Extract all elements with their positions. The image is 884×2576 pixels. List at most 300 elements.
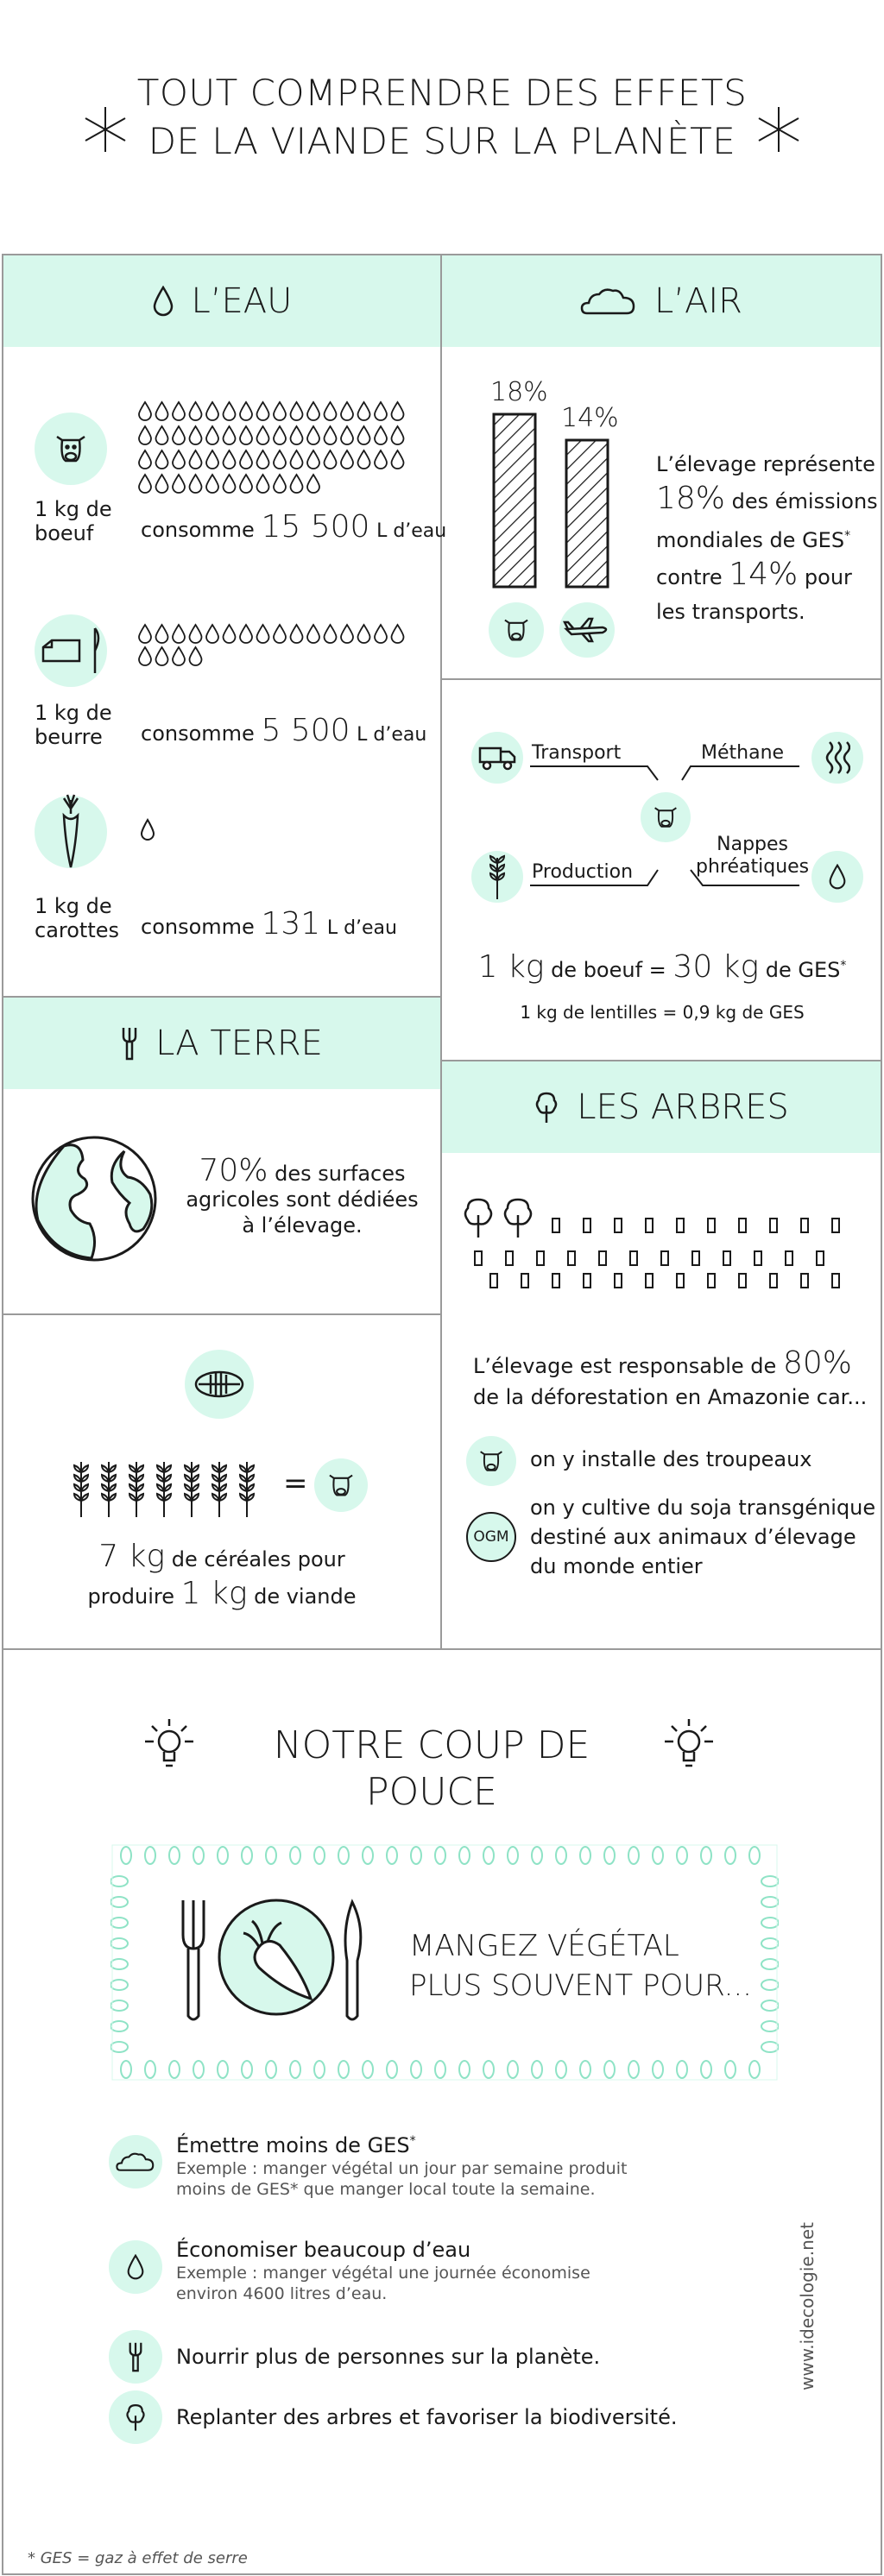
drop-icon [224,426,236,444]
leaf-icon [580,2061,590,2078]
drop-icon [173,625,185,643]
drop-icon [291,475,303,493]
leaf-icon [387,1847,397,1864]
grain-icon [193,1370,245,1399]
benefit-2-title: Économiser beaucoup d’eau [176,2238,471,2262]
eau-item-2-number: 5 500 [261,713,350,748]
label-nappes [696,834,809,879]
drop-icon [139,625,151,643]
leaf-icon [218,2061,228,2078]
leaf-icon [556,2061,566,2078]
drop-icon [139,402,151,420]
leaf-icon [701,1847,711,1864]
benefit-1-title-sup: * [409,2134,416,2148]
drop-icon [325,426,337,444]
drop-icon [126,2254,145,2280]
drop-icon [139,647,151,665]
eau-item-3-label-line2: carottes [35,918,120,942]
cereales-line2-pre: produire [87,1584,174,1609]
terre-pct: 70% [199,1153,268,1188]
terre-text-line1-rest: des surfaces [275,1162,406,1186]
leaf-icon [628,2061,639,2078]
drop-icon [341,426,353,444]
tree-icon [534,1090,559,1124]
cereales-text [3,1540,440,1614]
bar-1-label: 18% [490,377,548,407]
drops-grid-beurre [138,621,414,673]
stump-icon [708,1219,715,1232]
leaf-icon [110,1876,128,1886]
leaf-icon [110,2000,128,2011]
tree-circle-pouce [109,2390,162,2444]
drop-icon [173,475,185,493]
globe-icon [29,1134,159,1263]
drop-icon [375,625,387,643]
plane-icon [563,617,611,643]
plane-circle [559,602,615,658]
leaf-icon [110,1938,128,1949]
wheat-circle [471,851,523,903]
drop-icon [156,426,168,444]
arbres-bullet-2-line1: on y cultive du soja transgénique [530,1496,876,1520]
eau-item-3-number: 131 [261,906,321,942]
leaf-icon [749,1847,760,1864]
air-text-line4 [656,557,878,595]
air-text-line2-rest: des émissions [731,489,878,513]
drop-icon [291,450,303,469]
cow-circle [35,413,107,485]
drop-icon [224,402,236,420]
drop-icon [274,402,286,420]
drop-icon [156,625,168,643]
leaf-icon [749,2061,760,2078]
drop-icon [257,625,269,643]
terre-text-line1 [173,1153,432,1188]
arbres-header-label: LES ARBRES [577,1087,789,1127]
ges-equation [442,949,882,985]
drop-icon [291,402,303,420]
cereales-line1 [3,1540,440,1577]
ges-lentilles: 1 kg de lentilles = 0,9 kg de GES [520,1002,805,1023]
leaf-icon [761,1918,779,1928]
bar-elevage [494,414,535,587]
cow-circle-air [489,602,544,658]
leaf-icon [145,2061,155,2078]
drop-icon [257,450,269,469]
stump-icon [475,1251,482,1265]
fork-icon [128,2341,143,2372]
wheat-icon [240,1462,254,1517]
drop-icon [224,625,236,643]
leaf-icon [761,1959,779,1969]
cloud-circle [109,2135,162,2189]
terre-header-label: LA TERRE [155,1023,323,1063]
arbres-pct: 80% [782,1345,852,1381]
drop-icon [291,625,303,643]
eau-item-2-text [141,713,427,748]
air-header-label: L’AIR [654,281,742,321]
stump-icon [739,1274,746,1288]
drop-icon [206,450,218,469]
stump-icon [692,1251,699,1265]
eau-item-3-label-line1: 1 kg de [35,894,112,918]
leaf-icon [761,1938,779,1949]
drop-icon [152,286,174,317]
leaf-icon [193,2061,204,2078]
cereales-num2: 1 kg [180,1576,248,1611]
leaf-icon [459,2061,470,2078]
eau-item-2-label [35,701,112,749]
drop-icon [392,450,404,469]
drop-icon [156,402,168,420]
drop-icon [190,475,202,493]
cereales-line2-rest: de viande [254,1584,357,1609]
ogm-badge-label: OGM [473,1528,509,1546]
drop-icon [358,450,370,469]
drop-icon [206,402,218,420]
stump-icon [646,1274,653,1288]
leaf-icon [218,1847,228,1864]
drop-icon [358,402,370,420]
stump-icon [770,1274,777,1288]
arbres-bullet-2 [530,1493,875,1581]
stump-icon [490,1274,497,1288]
leaf-icon [761,1897,779,1907]
benefit-1 [176,2128,627,2200]
lightbulb-right-icon [660,1717,718,1773]
benefit-2-example-2: environ 4600 litres d’eau. [176,2284,388,2303]
leaf-icon [508,1847,518,1864]
leaf-icon [653,1847,663,1864]
eau-item-1-text [141,509,447,545]
ges-eq-text1: de boeuf = [551,958,666,982]
leaf-icon [532,1847,542,1864]
drop-icon [173,402,185,420]
drop-icon [274,426,286,444]
eau-item-1-label [35,497,112,545]
drop-icon [307,426,319,444]
drop-icon [139,475,151,493]
leaf-icon [761,1876,779,1886]
drops-grid-boeuf [138,399,414,502]
label-methane: Méthane [701,742,785,764]
leaf-icon [110,2021,128,2031]
stump-icon [568,1251,575,1265]
methane-circle [811,732,863,784]
stump-icon [584,1274,590,1288]
drop-icon [224,450,236,469]
drop-icon [274,475,286,493]
stump-icon [661,1251,668,1265]
leaf-icon [653,2061,663,2078]
drop-icon [375,450,387,469]
ges-eq-number: 30 kg [672,949,760,985]
butter-circle [35,614,107,687]
drop-icon [173,426,185,444]
leaf-icon [761,1980,779,1990]
terre-text-line2: agricoles sont dédiées [186,1187,419,1212]
terre-text-line3: à l’élevage. [242,1213,363,1238]
drop-icon [173,647,185,665]
site-url: www.idecologie.net [797,2222,818,2390]
eau-item-1-label-line2: boeuf [35,521,94,545]
wheat-icon [185,1462,199,1517]
drop-icon [156,475,168,493]
drop-icon [240,426,252,444]
stump-icon [630,1251,637,1265]
leaf-icon [290,2061,300,2078]
drop-icon [307,402,319,420]
arbres-text-line1 [473,1345,867,1382]
leaf-icon [169,2061,180,2078]
benefit-1-title [176,2128,627,2158]
drop-icon [392,625,404,643]
leaf-icon [556,1847,566,1864]
stump-icon [801,1219,808,1232]
benefit-2-example-1: Exemple : manger végétal une journée économise [176,2264,590,2283]
drop-icon [341,625,353,643]
drop-icon [156,450,168,469]
leaf-icon [242,1847,252,1864]
leaf-icon [314,1847,325,1864]
leaf-icon [145,1847,155,1864]
drop-icon [358,625,370,643]
leaf-icon [604,1847,615,1864]
stump-icon [615,1219,622,1232]
drop-icon [190,647,202,665]
drop-icon [206,625,218,643]
drop-icon [240,450,252,469]
leaf-icon [266,1847,276,1864]
label-transport: Transport [532,742,622,764]
leaf-icon [387,2061,397,2078]
stump-icon [506,1251,513,1265]
ogm-badge [466,1512,516,1562]
arbres-bullet-2-line3: du monde entier [530,1554,703,1578]
drop-icon [139,450,151,469]
leaf-icon [435,2061,445,2078]
wheat-icon [74,1462,88,1517]
stump-icon [677,1274,684,1288]
wheat-icon [102,1462,116,1517]
ges-eq-sup: * [840,959,847,973]
seed-circle [185,1350,254,1419]
drop-icon [341,450,353,469]
arbres-header [442,1061,881,1153]
fork-circle-pouce [109,2330,162,2384]
stump-icon [646,1219,653,1232]
eau-item-3-post: L d’eau [326,917,397,939]
drop-icon [325,450,337,469]
leaf-icon [314,2061,325,2078]
arbres-bullet-1: on y installe des troupeaux [530,1447,812,1471]
terre-text [173,1153,432,1238]
cow-circle-arbres [466,1436,516,1486]
leaf-icon [701,2061,711,2078]
cow-icon [325,1471,357,1500]
stump-icon [817,1251,824,1265]
drop-icon [325,625,337,643]
leaf-icon [483,2061,494,2078]
drop-icon [240,625,252,643]
arbres-text-line2: de la déforestation en Amazonie car... [473,1385,868,1409]
drop-icon [257,426,269,444]
drop-icon [341,402,353,420]
arbres-bullet-2-line2: destiné aux animaux d’élevage [530,1525,856,1549]
air-text-line3-sup: * [844,529,851,543]
truck-icon [478,745,516,771]
air-text-line5: les transports. [656,600,805,624]
ges-eq-kg1: 1 kg [477,949,545,985]
leaf-icon [338,1847,349,1864]
eau-item-2-label-line1: 1 kg de [35,701,112,725]
divider-main-pouce [2,1648,882,1650]
air-pct-transports: 14% [729,557,799,592]
arbres-text [473,1345,868,1413]
leaf-icon [459,1847,470,1864]
leaf-icon [266,2061,276,2078]
benefit-2 [176,2237,590,2304]
divider-terre-cereales [2,1313,442,1315]
leaf-icon [411,1847,421,1864]
air-pct-elevage: 18% [656,481,726,516]
butter-icon [35,625,107,677]
drop-icon [224,475,236,493]
leaf-icon [725,1847,736,1864]
drop-icon [240,475,252,493]
leaf-icon [604,2061,615,2078]
leaf-icon [110,2042,128,2052]
lightbulb-left-icon [140,1717,199,1773]
tree-icon [465,1200,491,1238]
drop-icon [139,426,151,444]
drop-circle-pouce [109,2240,162,2294]
carrot-circle [35,796,107,868]
bar-transports [566,440,608,587]
leaf-icon [677,2061,687,2078]
drop-icon [206,475,218,493]
drop-icon [190,426,202,444]
stump-icon [832,1219,839,1232]
leaf-icon [580,1847,590,1864]
drop-icon [307,450,319,469]
air-text [656,447,878,629]
carrot-icon [54,793,88,871]
stump-icon [723,1251,730,1265]
cereales-line1-rest: de céréales pour [171,1547,345,1571]
stump-icon [552,1274,559,1288]
mangez-line1: MANGEZ VÉGÉTAL [409,1929,679,1963]
air-text-line4-pre: contre [656,565,723,589]
stump-icon [755,1251,761,1265]
leaf-icon [290,1847,300,1864]
cereales-line2 [3,1577,440,1614]
leaf-icon [677,1847,687,1864]
stump-icon [599,1251,606,1265]
leaf-icon [483,1847,494,1864]
drop-icon [206,426,218,444]
leaf-icon [363,1847,373,1864]
drop-icon [240,402,252,420]
cow-icon [501,615,532,645]
stump-icon [801,1274,808,1288]
drop-icon [274,450,286,469]
stump-icon [786,1251,792,1265]
drop-circle-ges [811,851,863,903]
arbres-text-line1-main: L’élevage est responsable de [473,1354,777,1378]
benefit-4: Replanter des arbres et favoriser la biodiversité. [176,2405,678,2429]
wheat-icon [212,1462,226,1517]
eau-item-1-label-line1: 1 kg de [35,497,112,521]
air-header [442,255,881,347]
eau-item-1-number: 15 500 [261,509,370,545]
leaf-icon [411,2061,421,2078]
wheat-icon [487,853,508,901]
leaf-icon [761,2042,779,2052]
drop-icon [828,864,847,890]
eau-item-3-text [141,906,397,942]
cloud-icon [116,2151,155,2173]
drop-icon [325,402,337,420]
cutlery-plate-icon [173,1895,380,2025]
benefit-1-example-2: moins de GES* que manger local toute la semaine. [176,2180,596,2199]
stump-icon [521,1274,528,1288]
leaf-icon [110,1918,128,1928]
label-production: Production [532,861,634,883]
leaf-icon [435,1847,445,1864]
stump-icon [584,1219,590,1232]
wheat-icon [129,1462,143,1517]
wheat-row-icons [73,1457,280,1519]
divider-vertical [440,254,442,1650]
label-nappes-line1: Nappes [717,834,788,855]
cloud-icon [580,286,637,317]
drop-icon [375,426,387,444]
eau-header [3,255,440,347]
leaf-icon [363,2061,373,2078]
stump-icon [537,1251,544,1265]
stump-icon [677,1219,684,1232]
tree-icon [124,2402,147,2433]
drop-icon [274,625,286,643]
fork-icon [121,1026,138,1061]
page-title [0,69,884,166]
leaf-icon [761,2021,779,2031]
drop-icon [392,426,404,444]
stump-icon [552,1219,559,1232]
air-text-line3-main: mondiales de GES [656,528,845,552]
eau-item-1-post: L d’eau [376,520,447,542]
cow-icon [477,1447,506,1475]
drop-icon [190,402,202,420]
leaf-icon [761,2000,779,2011]
eau-item-2-label-line2: beurre [35,725,103,749]
eau-item-3-label [35,894,119,942]
trees-and-stumps [463,1196,860,1291]
title-line-2: DE LA VIANDE SUR LA PLANÈTE [148,120,736,162]
leaf-icon [110,1959,128,1969]
mangez-text [409,1926,752,2006]
air-text-line3 [656,519,878,557]
drop-icon [257,475,269,493]
stump-icon [832,1274,839,1288]
drop-icon [190,625,202,643]
stump-icon [708,1274,715,1288]
methane-wave-icon [824,740,850,775]
leaf-icon [110,1980,128,1990]
air-text-line2 [656,482,878,519]
leaf-icon [532,2061,542,2078]
